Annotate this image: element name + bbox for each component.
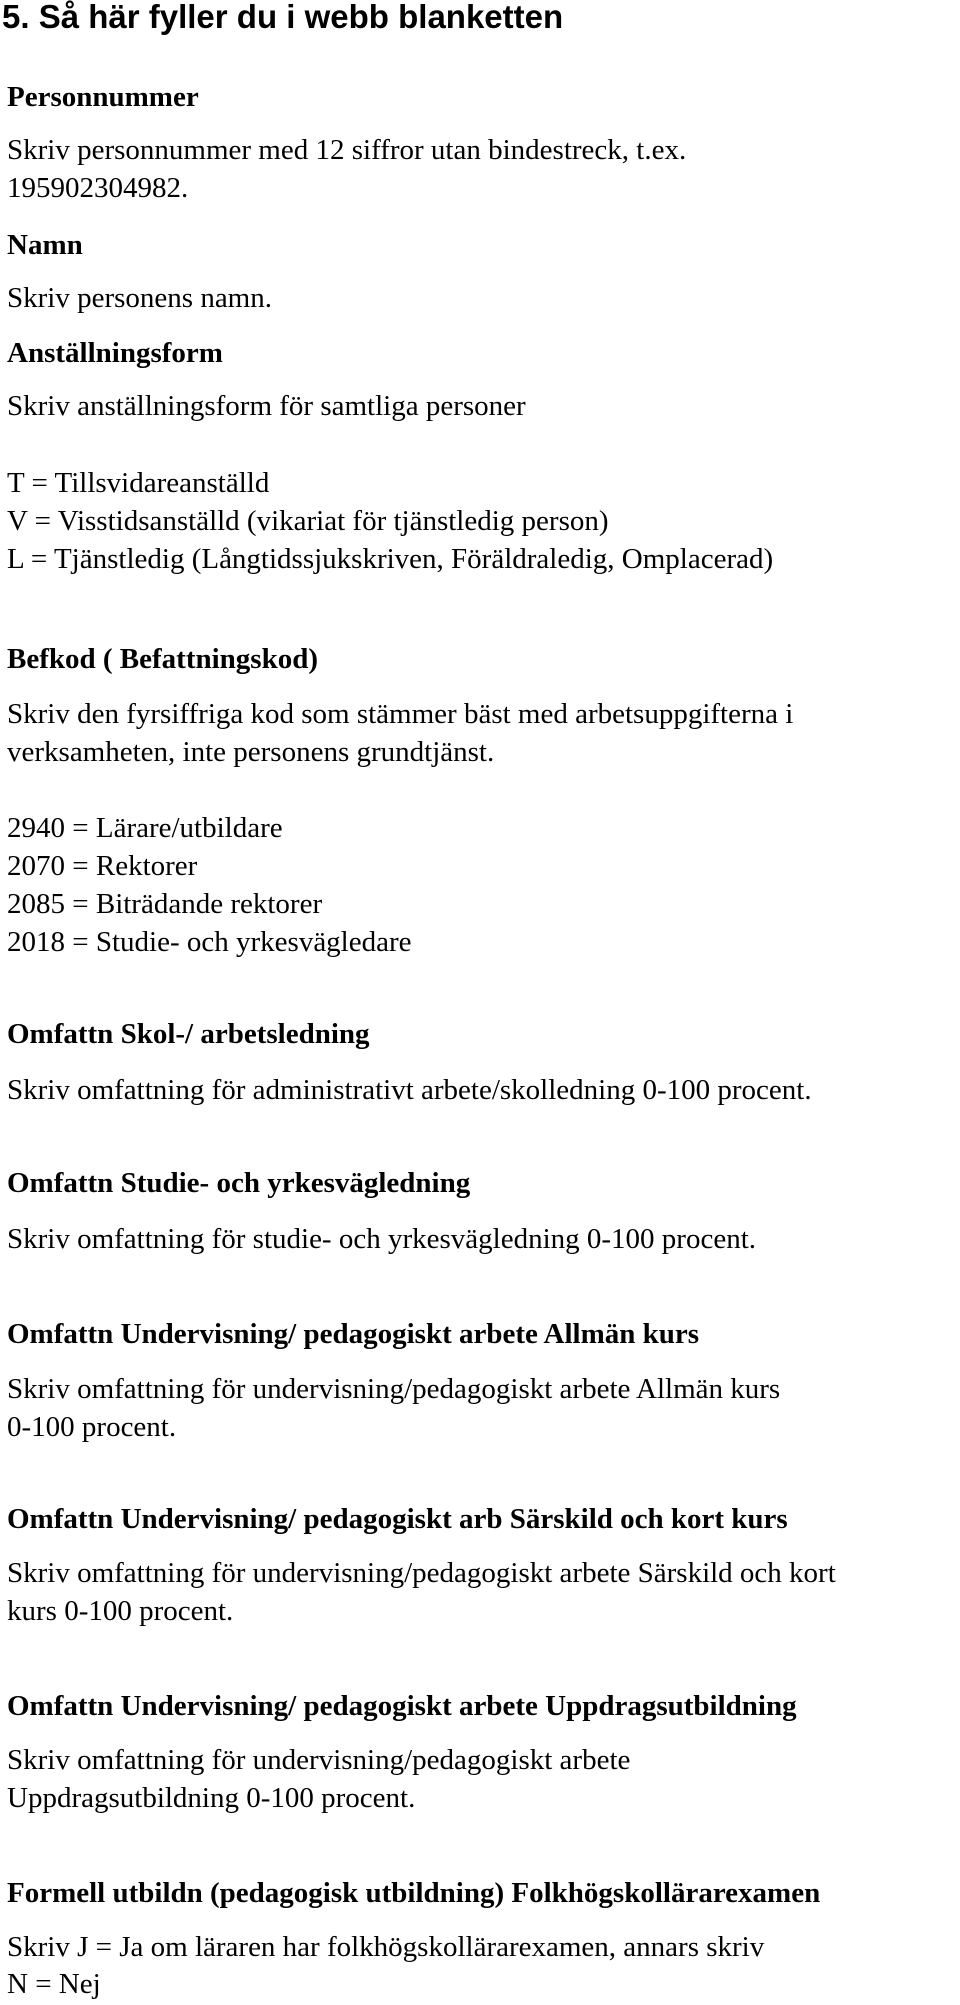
section-text-line: Skriv J = Ja om läraren har folkhögskollärarexamen, annars skriv bbox=[7, 1931, 765, 1963]
section-text-line: Skriv omfattning för undervisning/pedagogiskt arbete bbox=[7, 1744, 631, 1776]
section-text-line: Skriv anställningsform för samtliga personer bbox=[7, 390, 526, 422]
code-list-item: 2085 = Biträdande rektorer bbox=[7, 888, 323, 920]
section-heading-uppdragsutbildning: Omfattn Undervisning/ pedagogiskt arbete Uppdragsutbildning bbox=[7, 1690, 797, 1722]
section-heading-studievagledning: Omfattn Studie- och yrkesvägledning bbox=[7, 1167, 471, 1199]
section-heading-sarskild-kurs: Omfattn Undervisning/ pedagogiskt arb Särskild och kort kurs bbox=[7, 1503, 788, 1535]
section-heading-personnummer: Personnummer bbox=[7, 81, 199, 113]
section-text-line: Skriv omfattning för undervisning/pedagogiskt arbete Allmän kurs bbox=[7, 1373, 781, 1405]
section-text-line: 195902304982. bbox=[7, 172, 189, 204]
page-title: 5. Så här fyller du i webb blanketten bbox=[2, 0, 564, 35]
section-text-line: Skriv personens namn. bbox=[7, 282, 272, 314]
section-text-line: Skriv omfattning för administrativt arbete/skolledning 0-100 procent. bbox=[7, 1074, 812, 1106]
section-heading-formell-utbildning: Formell utbildn (pedagogisk utbildning) Folkhögskollärarexamen bbox=[7, 1877, 821, 1909]
section-heading-befkod: Befkod ( Befattningskod) bbox=[7, 643, 318, 675]
code-list-item: V = Visstidsanställd (vikariat för tjänstledig person) bbox=[7, 505, 609, 537]
code-list-item: 2940 = Lärare/utbildare bbox=[7, 812, 283, 844]
code-list-item: L = Tjänstledig (Långtidssjukskriven, Föräldraledig, Omplacerad) bbox=[7, 543, 774, 575]
section-text-line: 0-100 procent. bbox=[7, 1411, 177, 1443]
section-text-line: verksamheten, inte personens grundtjänst. bbox=[7, 736, 495, 768]
code-list-item: 2018 = Studie- och yrkesvägledare bbox=[7, 926, 412, 958]
section-text-line: Skriv omfattning för studie- och yrkesvägledning 0-100 procent. bbox=[7, 1223, 757, 1255]
section-text-line: kurs 0-100 procent. bbox=[7, 1595, 234, 1627]
code-list-item: 2070 = Rektorer bbox=[7, 850, 198, 882]
section-text-line: Skriv omfattning för undervisning/pedagogiskt arbete Särskild och kort bbox=[7, 1557, 836, 1589]
section-heading-anstallningsform: Anställningsform bbox=[7, 337, 223, 369]
code-list-item: T = Tillsvidareanställd bbox=[7, 467, 270, 499]
section-text-line: Skriv personnummer med 12 siffror utan bindestreck, t.ex. bbox=[7, 134, 687, 166]
section-heading-allman-kurs: Omfattn Undervisning/ pedagogiskt arbete Allmän kurs bbox=[7, 1318, 700, 1350]
section-text-line: Uppdragsutbildning 0-100 procent. bbox=[7, 1782, 416, 1814]
section-text-line: N = Nej bbox=[7, 1968, 101, 2000]
section-text-line: Skriv den fyrsiffriga kod som stämmer bäst med arbetsuppgifterna i bbox=[7, 698, 794, 730]
section-heading-namn: Namn bbox=[7, 229, 83, 261]
section-heading-skolledning: Omfattn Skol-/ arbetsledning bbox=[7, 1018, 370, 1050]
